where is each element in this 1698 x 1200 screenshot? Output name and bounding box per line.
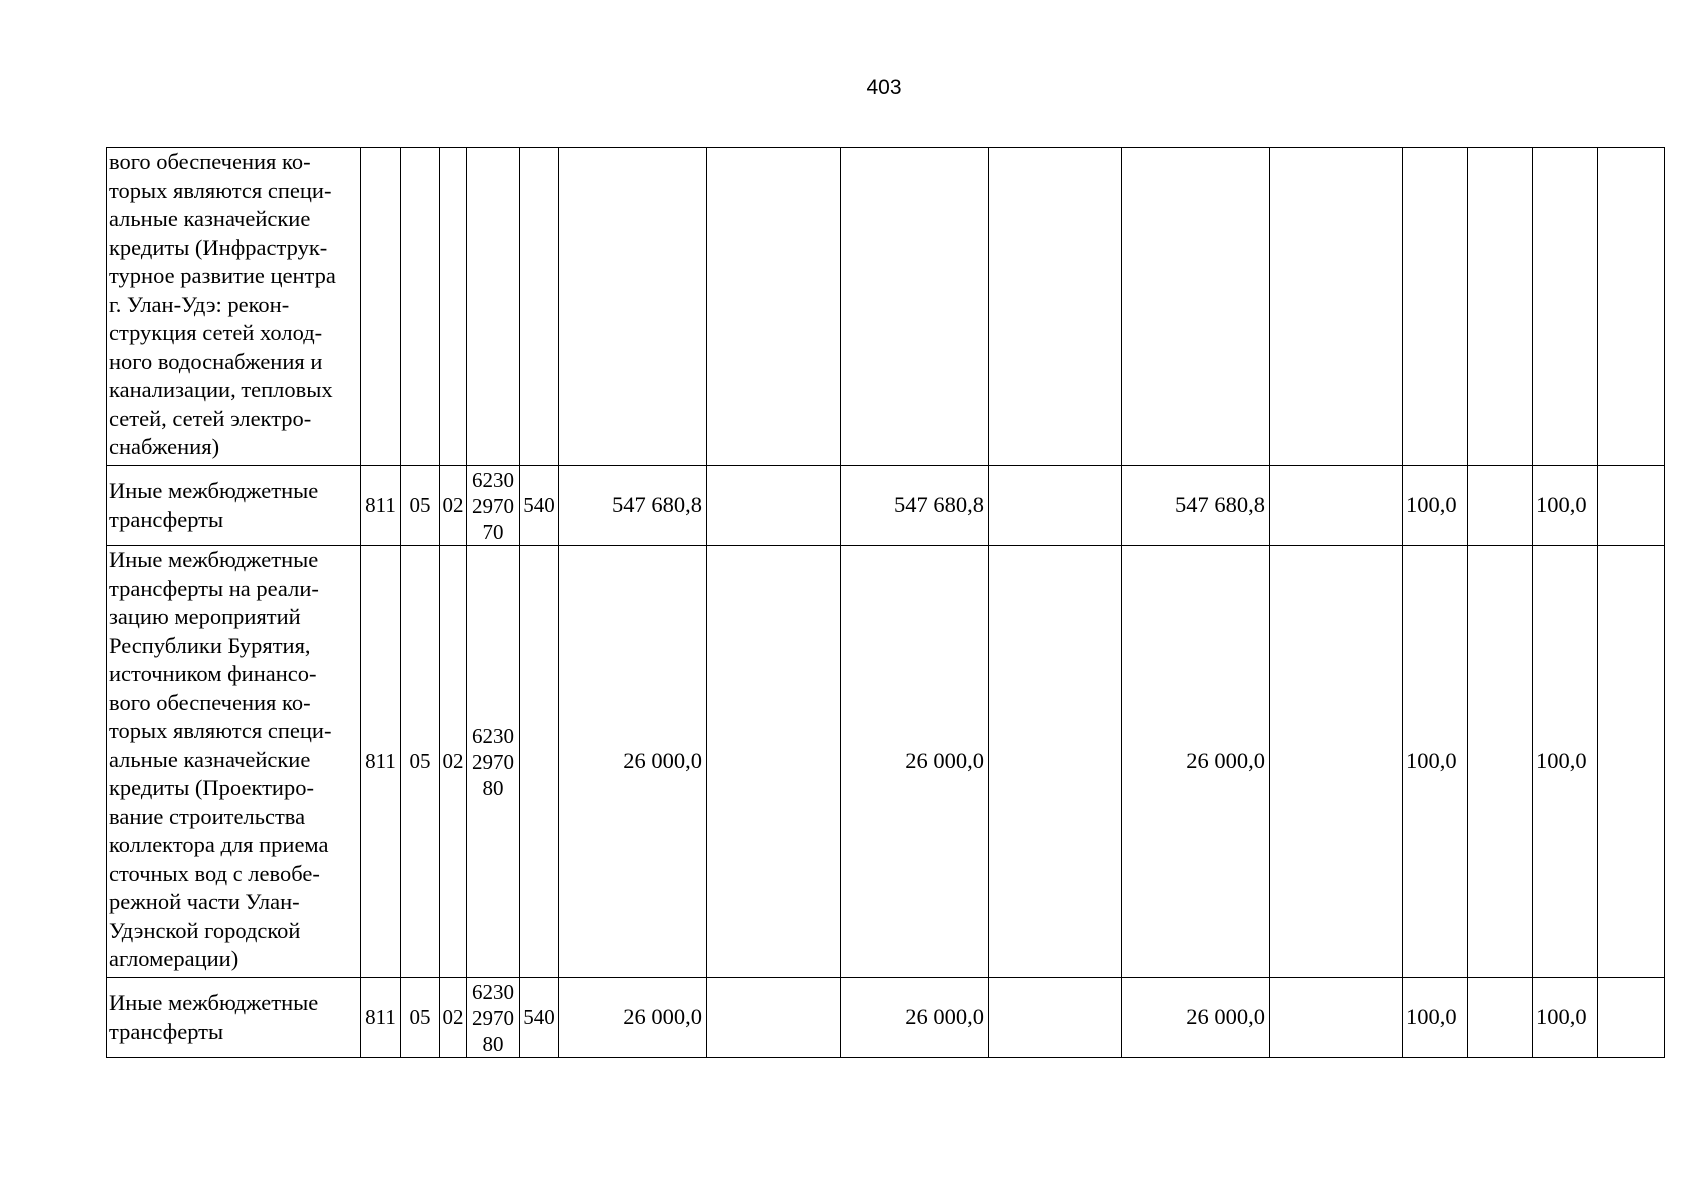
- ved-code: 811: [361, 546, 401, 978]
- plan-amount: 547 680,8: [559, 466, 707, 546]
- row-description: Иные межбюджетные трансферты: [107, 978, 361, 1058]
- plan-amount: 26 000,0: [559, 978, 707, 1058]
- section-code: [401, 148, 440, 466]
- empty-cell: [989, 546, 1122, 978]
- target-article-code: [467, 148, 520, 466]
- section-code: 05: [401, 978, 440, 1058]
- percent-cell: 100,0: [1403, 978, 1468, 1058]
- budget-table: [106, 147, 1665, 1058]
- target-article-code: 6230 2970 70: [467, 466, 520, 546]
- executed-amount: [1122, 148, 1270, 466]
- ved-code: 811: [361, 466, 401, 546]
- percent-cell: 100,0: [1403, 466, 1468, 546]
- empty-cell: [707, 466, 841, 546]
- section-code: 05: [401, 546, 440, 978]
- empty-cell: [1270, 978, 1403, 1058]
- row-description: Иные межбюджетные трансферты на реали- зацию мероприятий Республики Бурятия, источником финансо- вого обеспечения ко- торых являются специ- альные казначейские кредиты (Проектиро- вание строительства коллектора для приема сточных вод с левобе- режной части Улан- Удэнской городской агломерации): [107, 546, 361, 978]
- adjusted-amount: [841, 148, 989, 466]
- row-description: Иные межбюджетные трансферты: [107, 466, 361, 546]
- table-row: [107, 978, 1665, 1058]
- empty-cell: [1468, 978, 1533, 1058]
- empty-cell: [707, 978, 841, 1058]
- percent-cell: 100,0: [1403, 546, 1468, 978]
- executed-amount: 547 680,8: [1122, 466, 1270, 546]
- expense-type-code: [520, 148, 559, 466]
- empty-cell: [989, 148, 1122, 466]
- empty-cell: [1270, 466, 1403, 546]
- empty-cell: [1468, 148, 1533, 466]
- percent-cell: 100,0: [1533, 978, 1598, 1058]
- target-article-code: 6230 2970 80: [467, 546, 520, 978]
- ved-code: 811: [361, 978, 401, 1058]
- executed-amount: 26 000,0: [1122, 978, 1270, 1058]
- empty-cell: [989, 466, 1122, 546]
- expense-type-code: 540: [520, 466, 559, 546]
- percent-cell: [1403, 148, 1468, 466]
- expense-type-code: [520, 546, 559, 978]
- empty-cell: [1270, 546, 1403, 978]
- empty-cell: [707, 148, 841, 466]
- percent-cell: [1533, 148, 1598, 466]
- subsection-code: 02: [440, 978, 467, 1058]
- table-row: [107, 546, 1665, 978]
- empty-cell: [1598, 978, 1665, 1058]
- empty-cell: [1598, 466, 1665, 546]
- empty-cell: [707, 546, 841, 978]
- adjusted-amount: 26 000,0: [841, 546, 989, 978]
- subsection-code: 02: [440, 466, 467, 546]
- target-article-code: 6230 2970 80: [467, 978, 520, 1058]
- percent-cell: 100,0: [1533, 546, 1598, 978]
- table-row: [107, 148, 1665, 466]
- adjusted-amount: 26 000,0: [841, 978, 989, 1058]
- section-code: 05: [401, 466, 440, 546]
- expense-type-code: 540: [520, 978, 559, 1058]
- adjusted-amount: 547 680,8: [841, 466, 989, 546]
- ved-code: [361, 148, 401, 466]
- executed-amount: 26 000,0: [1122, 546, 1270, 978]
- empty-cell: [1468, 466, 1533, 546]
- row-description: вого обеспечения ко- торых являются специ- альные казначейские кредиты (Инфраструк- турное развитие центра г. Улан-Удэ: рекон- струкция сетей холод- ного водоснабжения и канализации, тепловых сетей, сетей электро- снабжения): [107, 148, 361, 466]
- empty-cell: [1270, 148, 1403, 466]
- empty-cell: [1598, 546, 1665, 978]
- empty-cell: [1468, 546, 1533, 978]
- empty-cell: [1598, 148, 1665, 466]
- percent-cell: 100,0: [1533, 466, 1598, 546]
- plan-amount: [559, 148, 707, 466]
- subsection-code: 02: [440, 546, 467, 978]
- empty-cell: [989, 978, 1122, 1058]
- page-number: 403: [866, 76, 902, 99]
- table-row: [107, 466, 1665, 546]
- subsection-code: [440, 148, 467, 466]
- plan-amount: 26 000,0: [559, 546, 707, 978]
